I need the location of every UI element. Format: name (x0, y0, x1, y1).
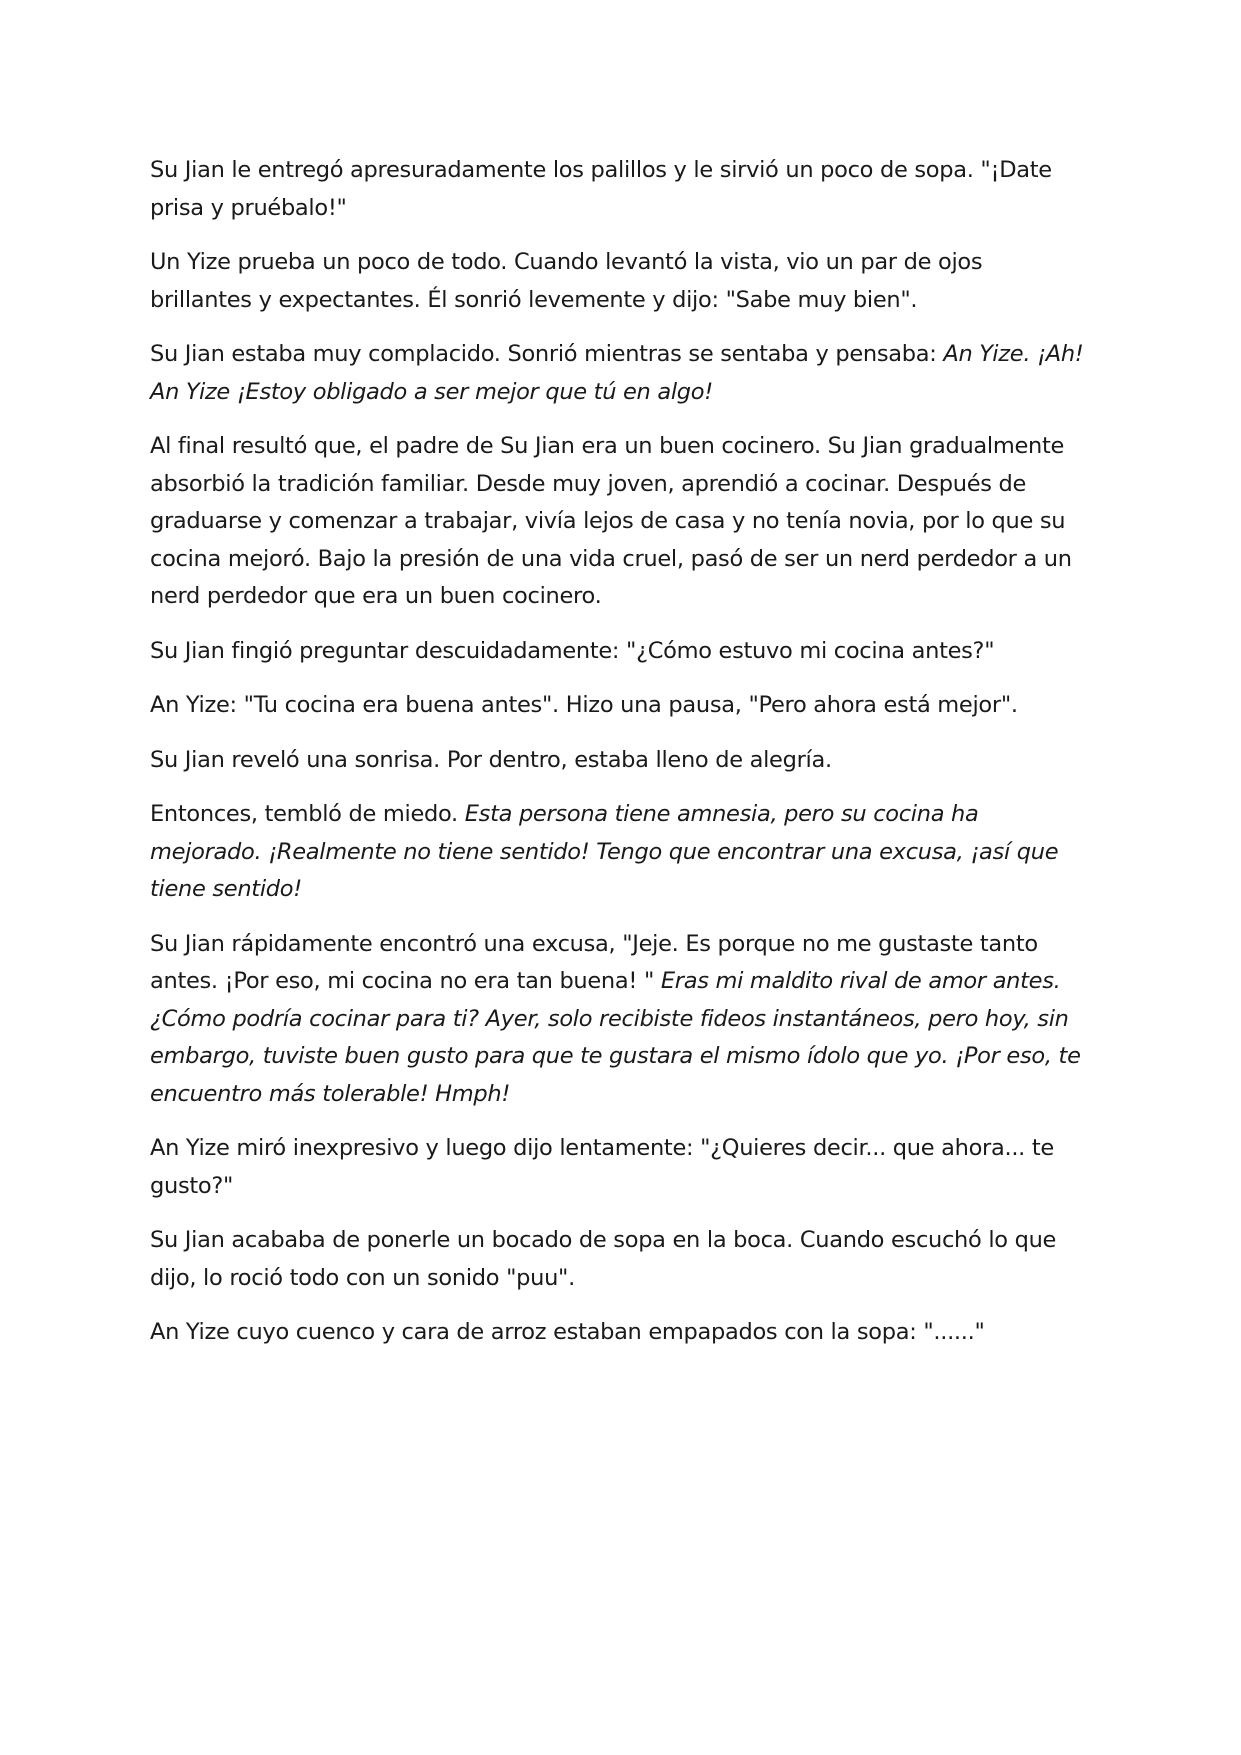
paragraph (150, 152, 1090, 227)
paragraph (150, 796, 1090, 909)
text-segment: Entonces, tembló de miedo. (150, 801, 465, 827)
paragraph (150, 336, 1090, 411)
paragraph (150, 633, 1090, 671)
text-segment: Su Jian rápidamente encontró una excusa, "Jeje. Es porque no me gustaste tanto antes. ¡Por eso, mi cocina no era tan buena! " (150, 930, 1038, 994)
text-segment: Al final resultó que, el padre de Su Jian era un buen cocinero. Su Jian gradualmente absorbió la tradición familiar. Desde muy joven, aprendió a cocinar. Después de graduarse y comenzar a trabajar, vivía lejos de casa y no tenía novia, por lo que su cocina mejoró. Bajo la presión de una vida cruel, pasó de ser un nerd perdedor a un nerd perdedor que era un buen cocinero. (150, 433, 1072, 609)
paragraph (150, 687, 1090, 725)
italic-text-segment: Esta persona tiene amnesia, pero su cocina ha mejorado. ¡Realmente no tiene sentido! Tengo que encontrar una excusa, ¡así que tiene sentido! (150, 801, 1059, 902)
text-segment: Su Jian estaba muy complacido. Sonrió mientras se sentaba y pensaba: (150, 341, 944, 367)
text-segment: Su Jian acababa de ponerle un bocado de sopa en la boca. Cuando escuchó lo que dijo, lo roció todo con un sonido "puu". (150, 1227, 1057, 1291)
italic-text-segment: An Yize. ¡Ah! An Yize ¡Estoy obligado a ser mejor que tú en algo! (150, 341, 1084, 405)
paragraph (150, 926, 1090, 1114)
paragraph (150, 1130, 1090, 1205)
text-segment: Su Jian reveló una sonrisa. Por dentro, estaba lleno de alegría. (150, 746, 832, 773)
paragraph (150, 1222, 1090, 1297)
text-segment: Un Yize prueba un poco de todo. Cuando levantó la vista, vio un par de ojos brillantes y expectantes. Él sonrió levemente y dijo: "Sabe muy bien". (150, 249, 983, 313)
text-segment: An Yize miró inexpresivo y luego dijo lentamente: "¿Quieres decir... que ahora... te gusto?" (150, 1135, 1054, 1199)
text-segment: Su Jian le entregó apresuradamente los palillos y le sirvió un poco de sopa. "¡Date prisa y pruébalo!" (150, 157, 1052, 221)
text-segment: An Yize cuyo cuenco y cara de arroz estaban empapados con la sopa: "......" (150, 1319, 985, 1345)
paragraph (150, 428, 1090, 616)
document-text-body (150, 152, 1090, 1369)
italic-text-segment: Eras mi maldito rival de amor antes. ¿Cómo podría cocinar para ti? Ayer, solo recibiste fideos instantáneos, pero hoy, sin embargo, tuviste buen gusto para que te gustara el mismo ídolo que yo. ¡Por eso, te encuentro más tolerable! Hmph! (150, 968, 1081, 1107)
text-segment: Su Jian fingió preguntar descuidadamente: "¿Cómo estuvo mi cocina antes?" (150, 637, 995, 664)
paragraph (150, 244, 1090, 319)
text-segment: An Yize: "Tu cocina era buena antes". Hizo una pausa, "Pero ahora está mejor". (150, 692, 1018, 718)
paragraph (150, 1314, 1090, 1352)
paragraph (150, 742, 1090, 780)
